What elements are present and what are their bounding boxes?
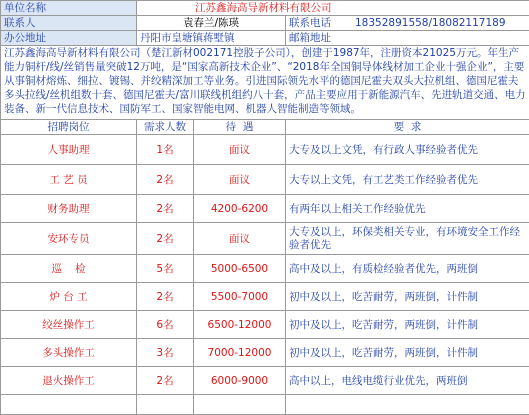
row-position: 炉 台 工: [1, 283, 137, 311]
description-row: [1, 46, 529, 120]
table-row: [1, 195, 529, 223]
row-requirements: 大专及以上文凭，有行政人事经验者优先: [286, 135, 529, 165]
address-label: 办公地址: [1, 31, 137, 46]
row-requirements: 初中及以上，吃苦耐劳，两班倒，计件制: [286, 339, 529, 367]
phone-label: 联系电话: [289, 17, 355, 29]
row-requirements: [286, 395, 529, 415]
row-count: 1名: [137, 135, 194, 165]
phone-cell: [286, 16, 529, 31]
table-row: [1, 339, 529, 367]
row-count: 2名: [137, 223, 194, 255]
contact-value: 袁春兰/陈瑛: [137, 16, 286, 31]
header-count: 需求人数: [137, 120, 194, 135]
row-pay: 面议: [194, 223, 286, 255]
row-pay: 面议: [194, 165, 286, 195]
table-row: [1, 165, 529, 195]
row-position: 财务助理: [1, 195, 137, 223]
mail-label: 邮箱地址: [289, 32, 355, 44]
row-requirements: 高中及以上，有质检经验者优先，两班倒: [286, 255, 529, 283]
row-requirements: 初中及以上，吃苦耐劳，两班倒，计件制: [286, 311, 529, 339]
row-requirements: 大专及以上，环保类相关专业，有环境安全工作经验者优先: [286, 223, 529, 255]
row-pay: 4200-6200: [194, 195, 286, 223]
row-position: 巡 检: [1, 255, 137, 283]
row-count: [137, 395, 194, 415]
row-count: 2名: [137, 165, 194, 195]
row-pay: 7000-12000: [194, 339, 286, 367]
table-row: [1, 311, 529, 339]
row-count: 6名: [137, 311, 194, 339]
table-row: [1, 255, 529, 283]
table-row: [1, 223, 529, 255]
phone-value: 18352891558/18082117189: [355, 17, 506, 29]
row-position: [1, 395, 137, 415]
row-requirements: 大专以上文凭，有工艺类工作经验者优先: [286, 165, 529, 195]
contact-label: 联系人: [1, 16, 137, 31]
address-value: 丹阳市皇塘镇蒋墅镇: [137, 31, 286, 46]
table-row: [1, 367, 529, 395]
table-row: [1, 395, 529, 415]
row-count: 2名: [137, 195, 194, 223]
row-requirements: 初中及以上，吃苦耐劳，两班倒，计件制: [286, 283, 529, 311]
row-count: 2名: [137, 367, 194, 395]
header-requirements: 要 求: [286, 120, 529, 135]
row-position: 多头操作工: [1, 339, 137, 367]
company-name-label: 单位名称: [1, 1, 137, 16]
mail-cell: [286, 31, 529, 46]
row-position: 工 艺 员: [1, 165, 137, 195]
header-position: 招聘岗位: [1, 120, 137, 135]
row-pay: 6000-9000: [194, 367, 286, 395]
row-pay: [194, 395, 286, 415]
row-requirements: 高中以上，电线电缆行业优先，两班倒: [286, 367, 529, 395]
company-name-row: [1, 1, 529, 16]
table-header-row: [1, 120, 529, 135]
row-position: 退火操作工: [1, 367, 137, 395]
row-position: 安环专员: [1, 223, 137, 255]
row-pay: 面议: [194, 135, 286, 165]
row-count: 3名: [137, 339, 194, 367]
row-position: 人事助理: [1, 135, 137, 165]
address-row: [1, 31, 529, 46]
contact-row: [1, 16, 529, 31]
row-count: 2名: [137, 283, 194, 311]
row-pay: 5000-6500: [194, 255, 286, 283]
row-pay: 5500-7000: [194, 283, 286, 311]
row-position: 绞丝操作工: [1, 311, 137, 339]
table-row: [1, 283, 529, 311]
table-row: [1, 135, 529, 165]
row-pay: 6500-12000: [194, 311, 286, 339]
row-requirements: 有两年以上相关工作经验优先: [286, 195, 529, 223]
company-name-value: 江苏鑫海高导新材料有限公司: [137, 1, 529, 16]
row-count: 5名: [137, 255, 194, 283]
company-description: 江苏鑫海高导新材料有限公司（楚江新材002171控股子公司），创建于1987年，注册资本21025万元。年生产能力铜杆/线/丝销售量突破12万吨，是“国家高新技术企业”、“2018年全国铜导体线材加工企业十强企业”，主要从事铜材熔炼、细拉、镀锡、并绞精深加工等业务。引进国际领先水平的德国尼霍夫双头大拉机组、德国尼霍夫多头拉线/丝机组数十套、德国尼霍夫/富川联线机组约八十套，产品主要应用于新能源汽车、先进轨道交通、电力装备、新一代信息技术、国防军工、国家智能电网、机器人智能制造等领域。: [1, 46, 529, 120]
header-pay: 待 遇: [194, 120, 286, 135]
